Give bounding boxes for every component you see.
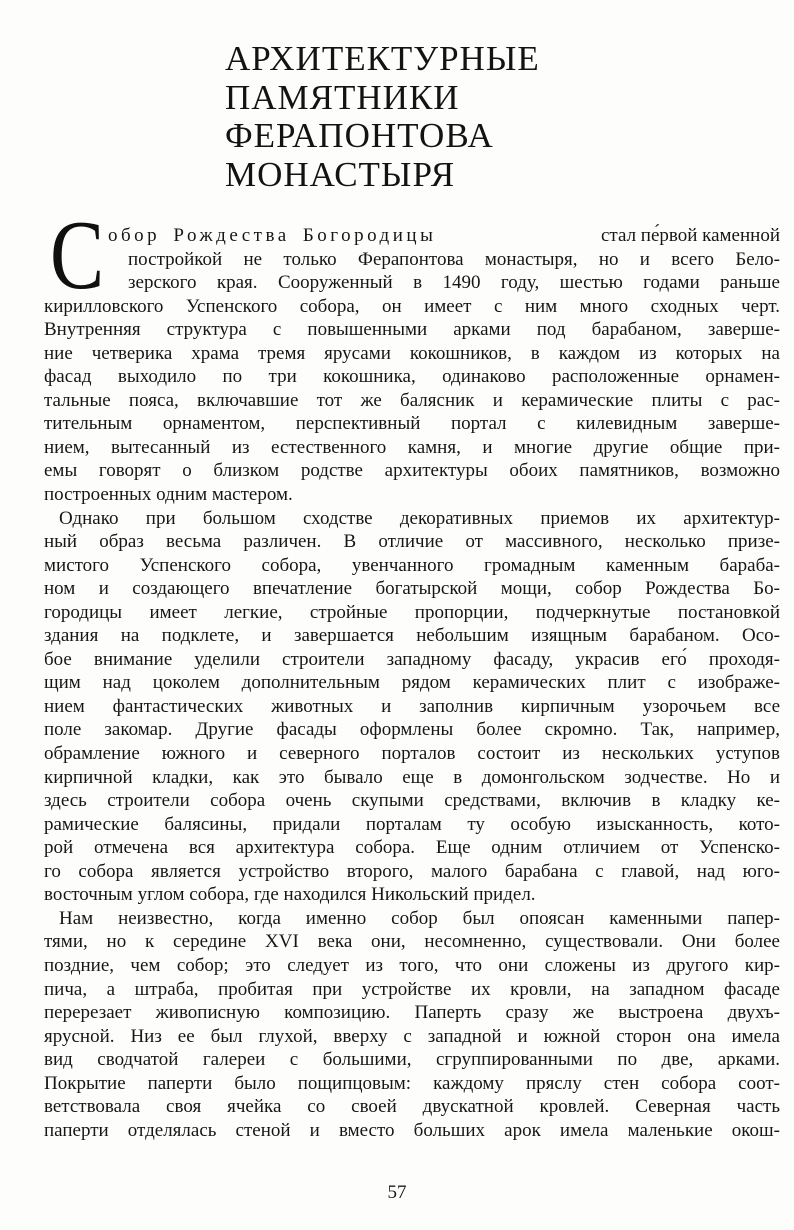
text-line: поле закомар. Другие фасады оформлены более скромно. Так, например, — [44, 719, 780, 741]
text-line: емы говорят о близком родстве архитектуры обоих памятников, возможно — [44, 460, 780, 482]
article-title — [225, 40, 540, 194]
paragraph-2 — [44, 507, 780, 907]
text-line: рамические балясины, придали порталам ту особую изысканность, кото- — [44, 813, 780, 835]
title-line: ФЕРАПОНТОВА — [225, 116, 494, 155]
text-line: здесь строители собора очень скупыми средствами, включив в кладку ке- — [44, 790, 780, 812]
article-body — [44, 201, 780, 1142]
text-line: кирилловского Успенского собора, он имеет с ним много сходных черт. — [44, 295, 780, 317]
text-line: Внутренняя структура с повышенными арками под барабаном, заверше- — [44, 319, 780, 341]
text-line: тями, но к середине XVI века они, несомненно, существовали. Они более — [44, 931, 780, 953]
text-line: кирпичной кладки, как это бывало еще в домонгольском зодчестве. Но и — [44, 766, 780, 788]
drop-cap-letter: С — [50, 201, 105, 310]
title-line: АРХИТЕКТУРНЫЕ — [225, 39, 540, 78]
text-line: восточным углом собора, где находился Никольский придел. — [44, 884, 536, 906]
text-line: бое внимание уделили строители западному фасаду, украсив его́ проходя- — [44, 648, 780, 670]
text-line: ный образ весьма различен. В отличие от массивного, несколько призе- — [44, 531, 780, 553]
text-line: Покрытие паперти было пощипцовым: каждому пряслу стен собора соот- — [44, 1072, 780, 1094]
text-line: щим над цоколем дополнительным рядом керамических плит с изображе- — [44, 672, 780, 694]
text-line: Нам неизвестно, когда именно собор был опоясан каменными папер- — [59, 907, 780, 929]
text-line: зерского края. Сооруженный в 1490 году, шестью годами раньше — [128, 272, 780, 294]
text-line: пича, а штраба, пробитая при устройстве их кровли, на западном фасаде — [44, 978, 780, 1000]
text-line: тальные пояса, включавшие тот же балясник и керамические плиты с рас- — [44, 389, 780, 411]
text-line: рой отмечена вся архитектура собора. Еще одним отличием от Успенско- — [44, 837, 780, 859]
page-number: 57 — [387, 1182, 407, 1203]
text-line: паперти отделялась стеной и вместо больших арок имела маленькие окош- — [44, 1119, 780, 1141]
text-line: ние четверика храма тремя ярусами кокошников, в каждом из которых на — [44, 342, 780, 364]
title-line: ПАМЯТНИКИ — [225, 77, 460, 117]
paragraph-1 — [44, 295, 780, 507]
text-line: нием, вытесанный из естественного камня, и многие другие общие при- — [44, 436, 780, 458]
para1-first-line-rest: стал пе́рвой каменной — [601, 225, 780, 246]
text-line: постройкой не только Ферапонтова монастыря, но и всего Бело- — [128, 248, 780, 270]
cathedral-name-spaced-text: обор Рождества Богородицы — [108, 225, 437, 246]
text-line: перерезает живописную композицию. Паперть сразу же выстроена двухъ- — [44, 1002, 780, 1024]
text-line: го собора является устройство второго, малого барабана с главой, над юго- — [44, 860, 780, 882]
title-line: МОНАСТЫРЯ — [225, 154, 456, 194]
text-line: ветствовала своя ячейка со своей двускатной кровлей. Северная часть — [44, 1096, 780, 1118]
para1-first-line — [108, 224, 780, 248]
text-line: ярусной. Низ ее был глухой, вверху с западной и южной сторон она имела — [44, 1025, 780, 1047]
text-line: нием фантастических животных и заполнив кирпичным узорочьем все — [44, 695, 780, 717]
para1-dropcap-indented-lines — [44, 248, 780, 295]
text-line: мистого Успенского собора, увенчанного громадным каменным бараба- — [44, 554, 780, 576]
text-line: поздние, чем собор; это следует из того, что они сложены из другого кир- — [44, 954, 780, 976]
text-line: здания на подклете, и завершается небольшим изящным барабаном. Осо- — [44, 625, 780, 647]
text-line: ном и создающего впечатление богатырской мощи, собор Рождества Бо- — [44, 578, 780, 600]
text-line: городицы имеет легкие, стройные пропорции, подчеркнутые постановкой — [44, 601, 780, 623]
text-line: обрамление южного и северного порталов состоит из нескольких уступов — [44, 743, 780, 765]
text-line: фасад выходило по три кокошника, одинаково расположенные орнамен- — [44, 366, 780, 388]
text-line: вид сводчатой галереи с большими, сгруппированными по две, арками. — [44, 1049, 780, 1071]
text-line: тительным орнаментом, перспективный портал с килевидным заверше- — [44, 413, 780, 435]
text-line: построенных одним мастером. — [44, 484, 293, 506]
text-line: Однако при большом сходстве декоративных приемов их архитектур- — [59, 507, 780, 529]
paragraph-3 — [44, 907, 780, 1142]
